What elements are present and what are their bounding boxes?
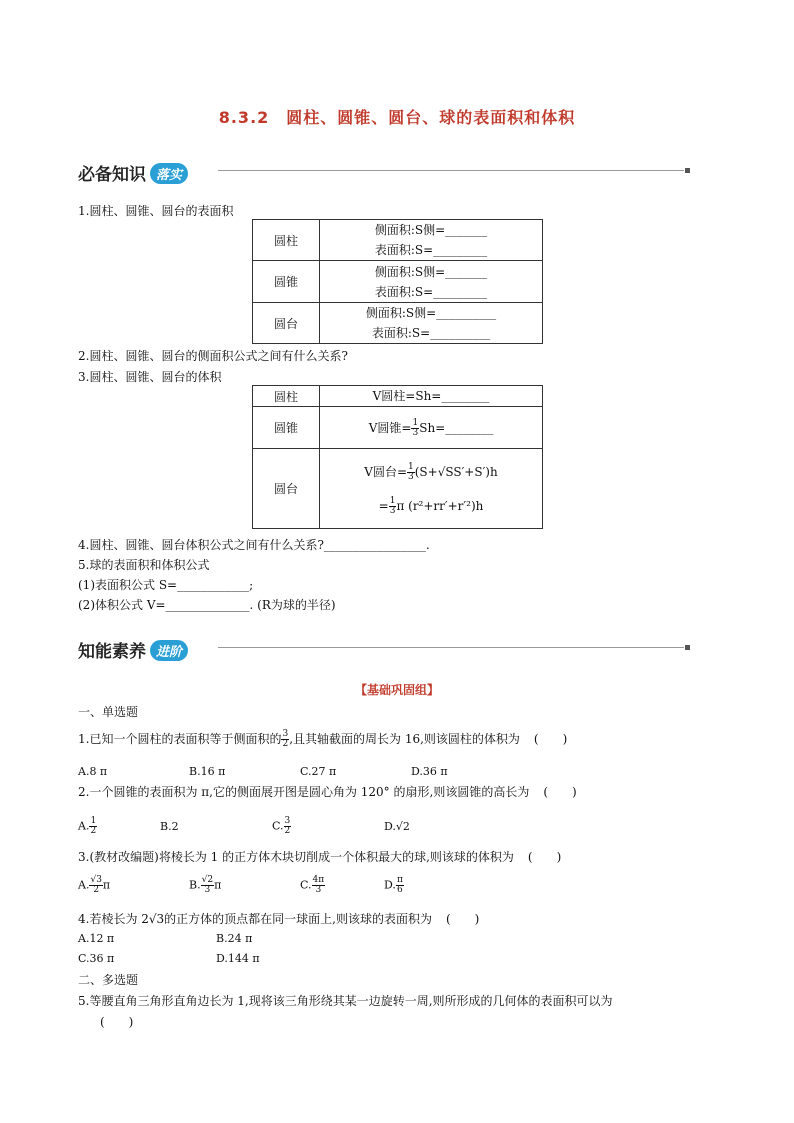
answer-blank: ( ) (100, 1015, 134, 1029)
option-a: A.12 π (78, 932, 115, 945)
option-d: D.36 π (411, 765, 448, 778)
question-3-heading: 3.圆柱、圆锥、圆台的体积 (78, 370, 222, 384)
option-b: B.16 π (189, 765, 226, 778)
single-choice-heading: 一、单选题 (78, 705, 139, 719)
option-a: A. $\frac{1}{2}$ (78, 816, 97, 836)
answer-blank: ( ) (533, 732, 568, 746)
section-badge: 落实 (150, 163, 188, 184)
section-heading-text: 必备知识 (78, 165, 146, 185)
section-divider (218, 170, 684, 171)
question-5-2: (2)体积公式 V=______________. (R为球的半径) (78, 598, 336, 612)
lateral-area-blank: 侧面积:S侧=__________ (365, 306, 497, 320)
option-c: C.36 π (78, 952, 115, 965)
option-d: D.√2 (384, 820, 410, 833)
surface-area-table (252, 219, 543, 344)
problem-2: 2.一个圆锥的表面积为 π,它的侧面展开图是圆心角为 120° 的扇形,则该圆锥的高长为 ( ) (78, 785, 577, 799)
lateral-area-blank: 侧面积:S侧=_______ (374, 223, 488, 237)
section-divider-dot (685, 645, 690, 650)
total-area-blank: 表面积:S=__________ (371, 326, 491, 340)
fraction: $\frac{1}{3}$ (389, 495, 396, 516)
option-d: D. $\frac{\pi}{6}$ (384, 875, 403, 895)
problem-5: 5.等腰直角三角形直角边长为 1,现将该三角形绕其某一边旋转一周,则所形成的几何体的表面积可以为 (78, 994, 613, 1008)
problem-1: 1.已知一个圆柱的表面积等于侧面积的 $\frac{3}{2}$ ,且其轴截面的周长为 16,则该圆柱的体积为 ( ) (78, 729, 568, 749)
answer-blank: ( ) (543, 785, 577, 799)
group-title: 【基础巩固组】 (354, 683, 439, 697)
section-heading-practice (78, 637, 188, 662)
table-row-label: 圆锥 (253, 261, 320, 303)
question-1-heading: 1.圆柱、圆锥、圆台的表面积 (78, 204, 234, 218)
problem-3: 3.(教材改编题)将棱长为 1 的正方体木块切削成一个体积最大的球,则该球的体积为 ( ) (78, 850, 562, 864)
section-divider-dot (685, 168, 690, 173)
section-divider (218, 647, 684, 648)
option-d: D.144 π (216, 952, 260, 965)
total-area-blank: 表面积:S=_________ (374, 284, 488, 299)
option-c: C. $\frac{4\pi}{3}$ (300, 875, 325, 895)
option-c: C.27 π (300, 765, 337, 778)
fraction: $\frac{1}{3}$ (408, 461, 414, 482)
total-area-blank: 表面积:S=_________ (374, 243, 488, 257)
volume-table (252, 385, 543, 529)
fraction: $\frac{1}{3}$ (412, 417, 419, 438)
table-row-label: 圆锥 (253, 407, 320, 449)
question-2: 2.圆柱、圆锥、圆台的侧面积公式之间有什么关系? (78, 349, 348, 363)
frustum-volume-formula: V圆台= $\frac{1}{3}$ (S+√SS′+S′)h = $\frac{1}{3}$ π (r²+rr′+r′²)h (320, 449, 543, 529)
section-heading-knowledge (78, 160, 188, 185)
question-4: 4.圆柱、圆锥、圆台体积公式之间有什么关系?_________________. (78, 538, 430, 552)
option-c: C. $\frac{3}{2}$ (272, 816, 291, 836)
section-badge: 进阶 (150, 640, 188, 661)
cylinder-volume-formula: V圆柱=Sh=________ (320, 386, 543, 407)
problem-4: 4.若棱长为 2√3的正方体的顶点都在同一球面上,则该球的表面积为 ( ) (78, 912, 480, 926)
question-5-heading: 5.球的表面积和体积公式 (78, 558, 210, 572)
option-b: B. $\frac{√2}{3}$ π (189, 875, 222, 895)
section-heading-text: 知能素养 (78, 642, 146, 662)
table-row-label: 圆台 (253, 303, 320, 344)
page-title: 8.3.2 圆柱、圆锥、圆台、球的表面积和体积 (218, 108, 576, 127)
table-row-label: 圆台 (253, 449, 320, 529)
answer-blank: ( ) (446, 912, 480, 926)
table-row-label: 圆柱 (253, 386, 320, 407)
question-5-1: (1)表面积公式 S=____________; (78, 578, 254, 592)
option-b: B.2 (160, 820, 179, 833)
cone-volume-formula: V圆锥= $\frac{1}{3}$ Sh=________ (320, 407, 543, 449)
lateral-area-blank: 侧面积:S侧=_______ (374, 264, 488, 279)
multi-choice-heading: 二、多选题 (78, 973, 139, 987)
answer-blank: ( ) (527, 850, 562, 864)
option-b: B.24 π (216, 932, 253, 945)
fraction: $\frac{3}{2}$ (282, 729, 289, 749)
option-a: A. $\frac{√3}{2}$ π (78, 875, 111, 895)
option-a: A.8 π (78, 765, 108, 778)
table-row-label: 圆柱 (253, 220, 320, 261)
